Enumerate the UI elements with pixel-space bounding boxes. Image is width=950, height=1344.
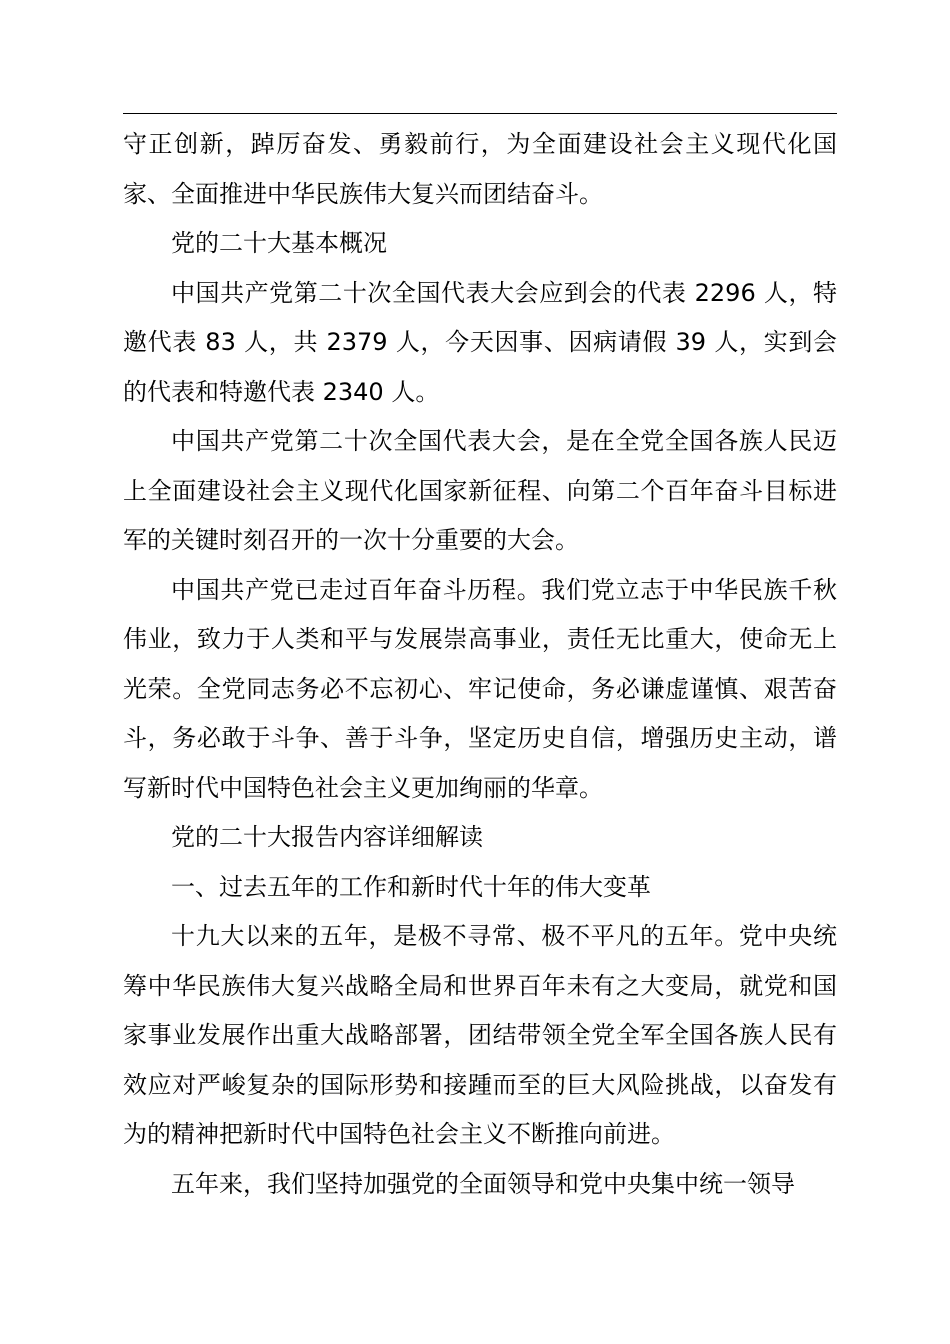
header-rule	[123, 113, 837, 114]
paragraph-five-years: 十九大以来的五年，是极不寻常、极不平凡的五年。党中央统筹中华民族伟大复兴战略全局和世界百年未有之大变局，就党和国家事业发展作出重大战略部署，团结带领全党全军全国各族人民有效应对严峻复杂的国际形势和接踵而至的巨大风险挑战，以奋发有为的精神把新时代中国特色社会主义不断推向前进。	[123, 922, 837, 1148]
document-body	[123, 120, 837, 1209]
section-heading-report: 党的二十大报告内容详细解读	[171, 823, 483, 851]
paragraph-continuation: 守正创新，踔厉奋发、勇毅前行，为全面建设社会主义现代化国家、全面推进中华民族伟大复兴而团结奋斗。	[123, 130, 837, 208]
paragraph-party-history: 中国共产党已走过百年奋斗历程。我们党立志于中华民族千秋伟业，致力于人类和平与发展崇高事业，责任无比重大，使命无上光荣。全党同志务必不忘初心、牢记使命，务必谦虚谨慎、艰苦奋斗，务必敢于斗争、善于斗争，坚定历史自信，增强历史主动，谱写新时代中国特色社会主义更加绚丽的华章。	[123, 575, 837, 802]
paragraph-attendance: 中国共产党第二十次全国代表大会应到会的代表 2296 人，特邀代表 83 人，共 2379 人，今天因事、因病请假 39 人，实到会的代表和特邀代表 2340 人。	[123, 278, 837, 406]
section-heading-part-one: 一、过去五年的工作和新时代十年的伟大变革	[171, 872, 651, 901]
section-heading-overview: 党的二十大基本概况	[171, 229, 387, 257]
paragraph-leadership: 五年来，我们坚持加强党的全面领导和党中央集中统一领导	[171, 1169, 795, 1198]
paragraph-congress-significance: 中国共产党第二十次全国代表大会，是在全党全国各族人民迈上全面建设社会主义现代化国家新征程、向第二个百年奋斗目标进军的关键时刻召开的一次十分重要的大会。	[123, 427, 837, 554]
